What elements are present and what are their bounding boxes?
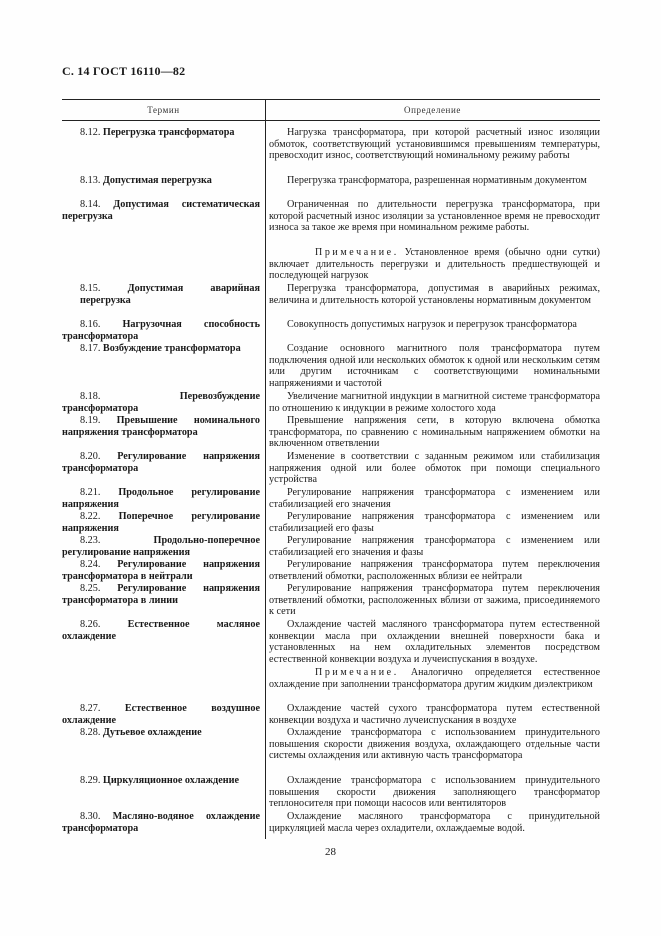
note-cell: Примечание. Установленное время (обычно одни сутки) включает длительность перегрузки и длительность предшествующей и последующей нагрузок — [269, 247, 600, 282]
definition-cell: Регулирование напряжения трансформатора с изменением или стабилизацией его значения — [269, 487, 600, 510]
page-header: С. 14 ГОСТ 16110—82 — [62, 64, 186, 78]
definition-cell: Превышение напряжения сети, в которую включена обмотка трансформатора, по сравнению с номинальным напряжением обмотки на включенном ответвлении — [269, 415, 600, 450]
term-cell: 8.19. Превышение номинального напряжения трансформатора — [62, 415, 260, 438]
term-cell: 8.12. Перегрузка трансформатора — [80, 127, 235, 138]
term-cell: 8.30. Масляно-водяное охлаждение трансформатора — [62, 811, 261, 834]
definition-cell: Перегрузка трансформатора, допустимая в аварийных режимах, величина и длительность которой установлены нормативным документом — [269, 283, 600, 306]
column-header-terms: Термин — [147, 105, 180, 115]
term-cell: 8.14. Допустимая систематическая перегрузка — [62, 199, 260, 222]
definition-cell: Перегрузка трансформатора, разрешенная нормативным документом — [287, 175, 587, 186]
term-cell: 8.16. Нагрузочная способность трансформатора — [62, 319, 260, 342]
definition-cell: Ограниченная по длительности перегрузка трансформатора, при которой расчетный износ изоляции за установленное время не превосходит износа за такое же время при номинальном режиме работы. — [269, 199, 600, 234]
term-cell: 8.27. Естественное воздушное охлаждение — [62, 703, 261, 726]
term-cell: 8.26. Естественное масляное охлаждение — [62, 619, 260, 642]
definition-cell: Регулирование напряжения трансформатора путем переключения ответвлений обмотки, расположенных вблизи от зажима, присоединяемого к сети — [269, 583, 600, 618]
definition-cell: Увеличение магнитной индукции в магнитной системе трансформатора по отношению к индукции в режиме холостого хода — [269, 391, 600, 414]
definition-cell: Охлаждение масляного трансформатора с принудительной циркуляцией масла через охладители, охлаждаемые водой. — [269, 811, 600, 834]
term-cell: 8.23. Продольно-поперечное регулирование напряжения — [62, 535, 260, 558]
definition-cell: Охлаждение трансформатора с использованием принудительного повышения скорости движения воздуха, охлаждающего отдельные части системы охлаждения или активную часть трансформатора — [269, 727, 600, 762]
definition-cell: Охлаждение трансформатора с использованием принудительного повышения скорости движения заполняющего трансформатор теплоносителя при помощи насосов или вентиляторов — [269, 775, 600, 810]
page-number: 28 — [325, 846, 336, 858]
term-cell: 8.29. Циркуляционное охлаждение — [80, 775, 239, 786]
term-cell: 8.17. Возбуждение трансформатора — [80, 343, 241, 354]
definition-cell: Регулирование напряжения трансформатора с изменением или стабилизацией его значения и фазы — [269, 535, 600, 558]
terms-table — [62, 99, 601, 834]
term-cell: 8.18. Перевозбуждение трансформатора — [62, 391, 260, 414]
note-cell: Примечание. Аналогично определяется естественное охлаждение при заполнении трансформатора другим жидким диэлектриком — [269, 667, 601, 690]
term-cell: 8.22. Поперечное регулирование напряжения — [62, 511, 260, 534]
definition-cell: Регулирование напряжения трансформатора путем переключения ответвлений обмотки, расположенных вблизи ее нейтрали — [269, 559, 600, 582]
term-cell: 8.15. Допустимая аварийная перегрузка — [80, 283, 260, 306]
term-cell: 8.25. Регулирование напряжения трансформатора в линии — [62, 583, 260, 606]
definition-cell: Охлаждение частей сухого трансформатора путем естественной конвекции воздуха и частично лучеиспускания в воздухе — [269, 703, 600, 726]
definition-cell: Создание основного магнитного поля трансформатора путем подключения одной или нескольких обмоток к одной или нескольким сетям или другим источникам с соответствующими номинальными напряжениями и частотой — [269, 343, 600, 389]
definition-cell: Охлаждение частей масляного трансформатора путем естественной конвекции масла при охлаждении внешней поверхности бака и установленных на нем охладительных элементов посредством естественной конвекции воздуха и лучеиспускания в воздухе. — [269, 619, 600, 665]
term-cell: 8.21. Продольное регулирование напряжения — [62, 487, 260, 510]
term-cell: 8.20. Регулирование напряжения трансформатора — [62, 451, 260, 474]
term-cell: 8.24. Регулирование напряжения трансформатора в нейтрали — [62, 559, 260, 582]
table-header — [62, 99, 600, 121]
definition-cell: Регулирование напряжения трансформатора с изменением или стабилизацией его фазы — [269, 511, 600, 534]
column-divider — [265, 99, 266, 839]
definition-cell: Совокупность допустимых нагрузок и перегрузок трансформатора — [287, 319, 577, 330]
definition-cell: Нагрузка трансформатора, при которой расчетный износ изоляции обмоток, соответствующий установившимся превышениям температуры, превосходит износ, соответствующий номинальному режиму работы — [269, 127, 600, 162]
term-cell: 8.13. Допустимая перегрузка — [80, 175, 212, 186]
definition-cell: Изменение в соответствии с заданным режимом или стабилизация напряжения одной или более обмоток при помощи специального устройства — [269, 451, 600, 486]
term-cell: 8.28. Дутьевое охлаждение — [80, 727, 202, 738]
column-header-definition: Определение — [404, 105, 461, 115]
